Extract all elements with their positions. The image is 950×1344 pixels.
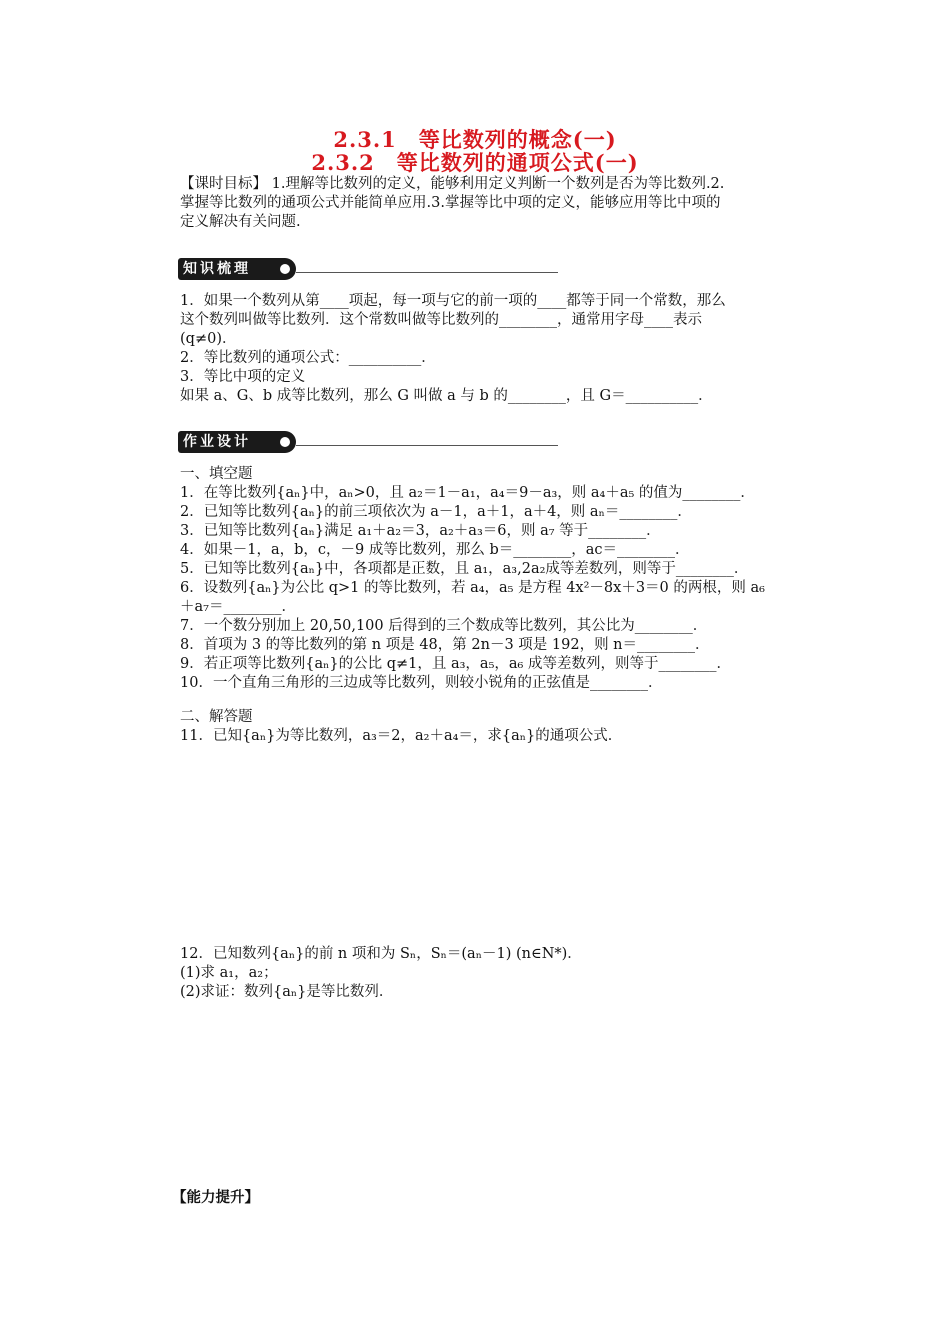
homework-line-1: 1．在等比数列{aₙ}中，aₙ>0，且 a₂＝1－a₁，a₄＝9－a₃，则 a₄＋a₅ 的值为________． <box>180 485 755 501</box>
homework-line-9: 8．首项为 3 的等比数列的第 n 项是 48，第 2n－3 项是 192，则 n＝________． <box>180 637 710 653</box>
knowledge-line-4: 2．等比数列的通项公式：__________． <box>180 350 436 366</box>
question-12-part-1: (1)求 a₁，a₂； <box>180 965 278 981</box>
title-1: 2.3.1 等比数列的概念(一) <box>333 127 617 152</box>
homework-line-7: ＋a₇＝________． <box>180 599 296 615</box>
bullet-icon <box>280 437 290 447</box>
knowledge-line-2: 这个数列叫做等比数列．这个常数叫做等比数列的________，通常用字母____表示 <box>180 312 702 328</box>
fill-blank-header: 一、填空题 <box>180 466 253 482</box>
homework-line-4: 4．如果－1，a，b，c，－9 成等比数列，那么 b＝________，ac＝________． <box>180 542 690 558</box>
homework-line-2: 2．已知等比数列{aₙ}的前三项依次为 a－1，a＋1，a＋4，则 aₙ＝________． <box>180 504 692 520</box>
section-rule <box>296 272 558 273</box>
ability-heading: 【能力提升】 <box>172 1189 259 1206</box>
title-2: 2.3.2 等比数列的通项公式(一) <box>311 150 639 175</box>
question-12: 12．已知数列{aₙ}的前 n 项和为 Sₙ，Sₙ＝(aₙ－1) (n∈N*)． <box>180 946 582 962</box>
section-label: 知识梳理 <box>183 261 251 277</box>
section-label: 作业设计 <box>183 434 251 450</box>
homework-line-5: 5．已知等比数列{aₙ}中，各项都是正数，且 a₁，a₃,2a₂成等差数列，则等于________． <box>180 561 749 577</box>
knowledge-line-6: 如果 a、G、b 成等比数列，那么 G 叫做 a 与 b 的________，且 G＝__________． <box>180 388 713 404</box>
homework-line-6: 6．设数列{aₙ}为公比 q>1 的等比数列，若 a₄，a₅ 是方程 4x²－8x＋3＝0 的两根，则 a₆ <box>180 580 765 596</box>
homework-line-8: 7．一个数分别加上 20,50,100 后得到的三个数成等比数列，其公比为________． <box>180 618 708 634</box>
homework-line-11: 10．一个直角三角形的三边成等比数列，则较小锐角的正弦值是________． <box>180 675 663 691</box>
homework-line-3: 3．已知等比数列{aₙ}满足 a₁＋a₂＝3，a₂＋a₃＝6，则 a₇ 等于________． <box>180 523 661 539</box>
section-banner-knowledge <box>178 258 558 280</box>
question-11: 11．已知{aₙ}为等比数列，a₃＝2，a₂＋a₄＝，求{aₙ}的通项公式． <box>180 728 623 744</box>
objective-line-1: 【课时目标】 1.理解等比数列的定义，能够利用定义判断一个数列是否为等比数列.2. <box>180 176 725 192</box>
answer-header: 二、解答题 <box>180 709 253 725</box>
knowledge-line-3: (q≠0)． <box>180 331 237 347</box>
objective-line-3: 定义解决有关问题. <box>180 214 301 230</box>
homework-line-10: 9．若正项等比数列{aₙ}的公比 q≠1，且 a₃，a₅，a₆ 成等差数列，则等于________． <box>180 656 731 672</box>
knowledge-line-5: 3．等比中项的定义 <box>180 369 306 385</box>
question-12-part-2: (2)求证：数列{aₙ}是等比数列． <box>180 984 394 1000</box>
knowledge-line-1: 1．如果一个数列从第____项起，每一项与它的前一项的____都等于同一个常数，那么 <box>180 293 726 309</box>
section-rule <box>296 445 558 446</box>
section-banner-homework <box>178 431 558 453</box>
objective-line-2: 掌握等比数列的通项公式并能简单应用.3.掌握等比中项的定义，能够应用等比中项的 <box>180 195 721 211</box>
bullet-icon <box>280 264 290 274</box>
